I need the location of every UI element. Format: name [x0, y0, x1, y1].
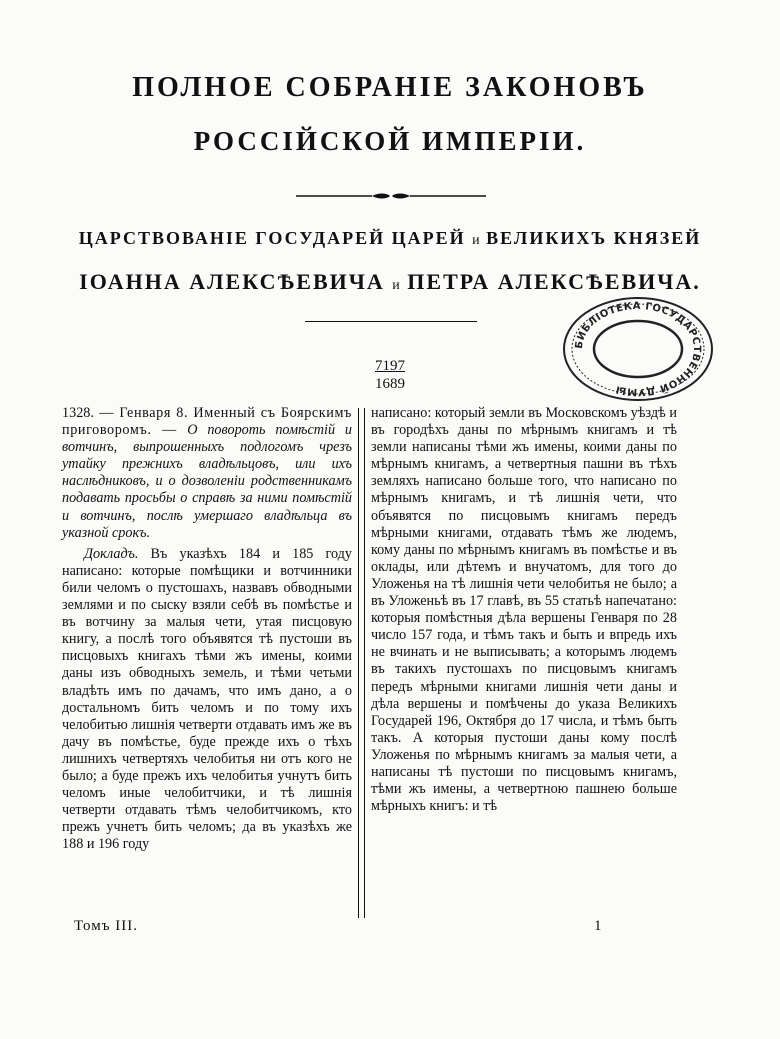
rulers-heading-conj: и [392, 278, 400, 293]
entry-header [62, 405, 352, 542]
svg-text:БИБЛІОТЕКА ГОСУДАРСТВЕННОЙ ДУМ: БИБЛІОТЕКА ГОСУДАРСТВЕННОЙ ДУМЫ [573, 300, 703, 398]
page-subtitle: РОССІЙСКОЙ ИМПЕРІИ. [193, 126, 587, 156]
entry-body-left [62, 546, 352, 854]
library-stamp-icon [560, 295, 716, 403]
entry-text-right: написано: который земли въ Московскомъ уѣздѣ и въ городѣхъ даны по мѣрнымъ книгамъ и тѣ земли написаны тѣми жъ имены, коими даны по мѣрнымъ книгамъ, а четвертныя пашни въ тѣхъ земляхъ написано больше того, что написано по мѣрнымъ книгамъ, и тѣ лишнія чети, что объявятся по писцовымъ книгамъ передъ мѣрными книгами, отдавать тѣмъ же людемъ, кому даны по мѣрнымъ книгамъ въ помѣстье и въ оклады, или дѣтемъ и внучатомъ, для того до Уложенья на тѣ лишнія чети челобитья не было; а въ Уложеньѣ въ 17 главѣ, въ 55 статьѣ напечатано: которыя помѣстныя дѣла вершены Генваря по 28 число 157 года, и тѣмъ такъ и быть и впредь ихъ не вчинать и не выписывать; а которымъ людемъ въ такихъ пустошахъ по писцовымъ книгамъ передъ мѣрными книгами лишнія чети даны и дѣла вершены и помѣчены до указа Великихъ Государей 196, Октября до 17 числа, и тѣмъ быть такъ. А которыя пустоши даны кому послѣ Уложенья по мѣрнымъ книгамъ за малыя чети, а написаны тѣ пустоши по писцовымъ книгамъ, тѣми жъ имены, а четвертною пашнею больше мѣрныхъ книгъ: и тѣ [371, 405, 677, 815]
rulers-heading-part-a: ІОАННА АЛЕКСѢЕВИЧА [79, 269, 385, 294]
reign-heading-part-b: ВЕЛИКИХЪ КНЯЗЕЙ [486, 228, 702, 248]
entry-summary: О повороть помѣстій и вотчинъ, выпрошенныхъ подлогомъ чрезъ утайку прежнихъ владѣльцовъ, или ихъ наслѣдниковъ, и о дозволеніи родственникамъ подавать просьбы о справѣ за ними помѣстій и вотчинъ, послѣ умершаго владѣльца въ указной срокъ. [62, 422, 353, 541]
reign-heading-conj: и [472, 233, 480, 248]
ornament-divider-icon [296, 192, 486, 200]
rulers-heading-part-b: ПЕТРА АЛЕКСѢЕВИЧА. [407, 269, 701, 294]
entry-number: 1328. [62, 405, 94, 421]
report-label: Докладъ. [84, 545, 139, 562]
right-column [371, 405, 677, 815]
year-christian: 1689 [375, 376, 405, 392]
volume-label: Томъ III. [74, 918, 138, 934]
reign-heading [0, 228, 780, 249]
page-number: 1 [594, 918, 602, 934]
entry-date-title: — Генваря 8. Именный съ Боярскимъ приговоромъ. — [62, 405, 352, 439]
page-title: ПОЛНОЕ СОБРАНІЕ ЗАКОНОВЪ [132, 72, 648, 103]
bleed-through-text [180, 28, 600, 52]
column-divider [358, 408, 365, 918]
heading-rule [305, 321, 477, 322]
entry-text-left: Въ указѣхъ 184 и 185 году написано: которые помѣщики и вотчинники били челомъ о пустошахъ, назвавъ обводными землями и по сыску взяли себѣ въ помѣстье и въ вотчину за малыя чети, утая писцовую книгу, а послѣ того объявятся тѣ пустоши въ писцовыхъ книгахъ тѣми жъ имены, коими даны изъ обводныхъ земель, и тѣми четьми владѣть имъ по дачамъ, что имъ дано, а о достальномъ бить челомъ и по тому ихъ челобитью лишнія четверти отдавать имъ же въ дачу въ помѣстье, буде прежде ихъ о тѣхъ лишнихъ четвертяхъ челобитья ни отъ кого не было; а буде прежъ ихъ челобитья учнутъ бить челомъ иные челобитчики, и тѣ лишнія четверти отдавать тѣмъ челобитчикомъ, кто прежъ учнетъ бить челомъ; да въ указѣхъ же 188 и 196 году [62, 545, 352, 853]
rulers-heading [0, 269, 780, 295]
left-column [62, 405, 352, 853]
year-world: 7197 [375, 358, 405, 374]
reign-heading-part-a: ЦАРСТВОВАНІЕ ГОСУДАРЕЙ ЦАРЕЙ [78, 228, 466, 248]
